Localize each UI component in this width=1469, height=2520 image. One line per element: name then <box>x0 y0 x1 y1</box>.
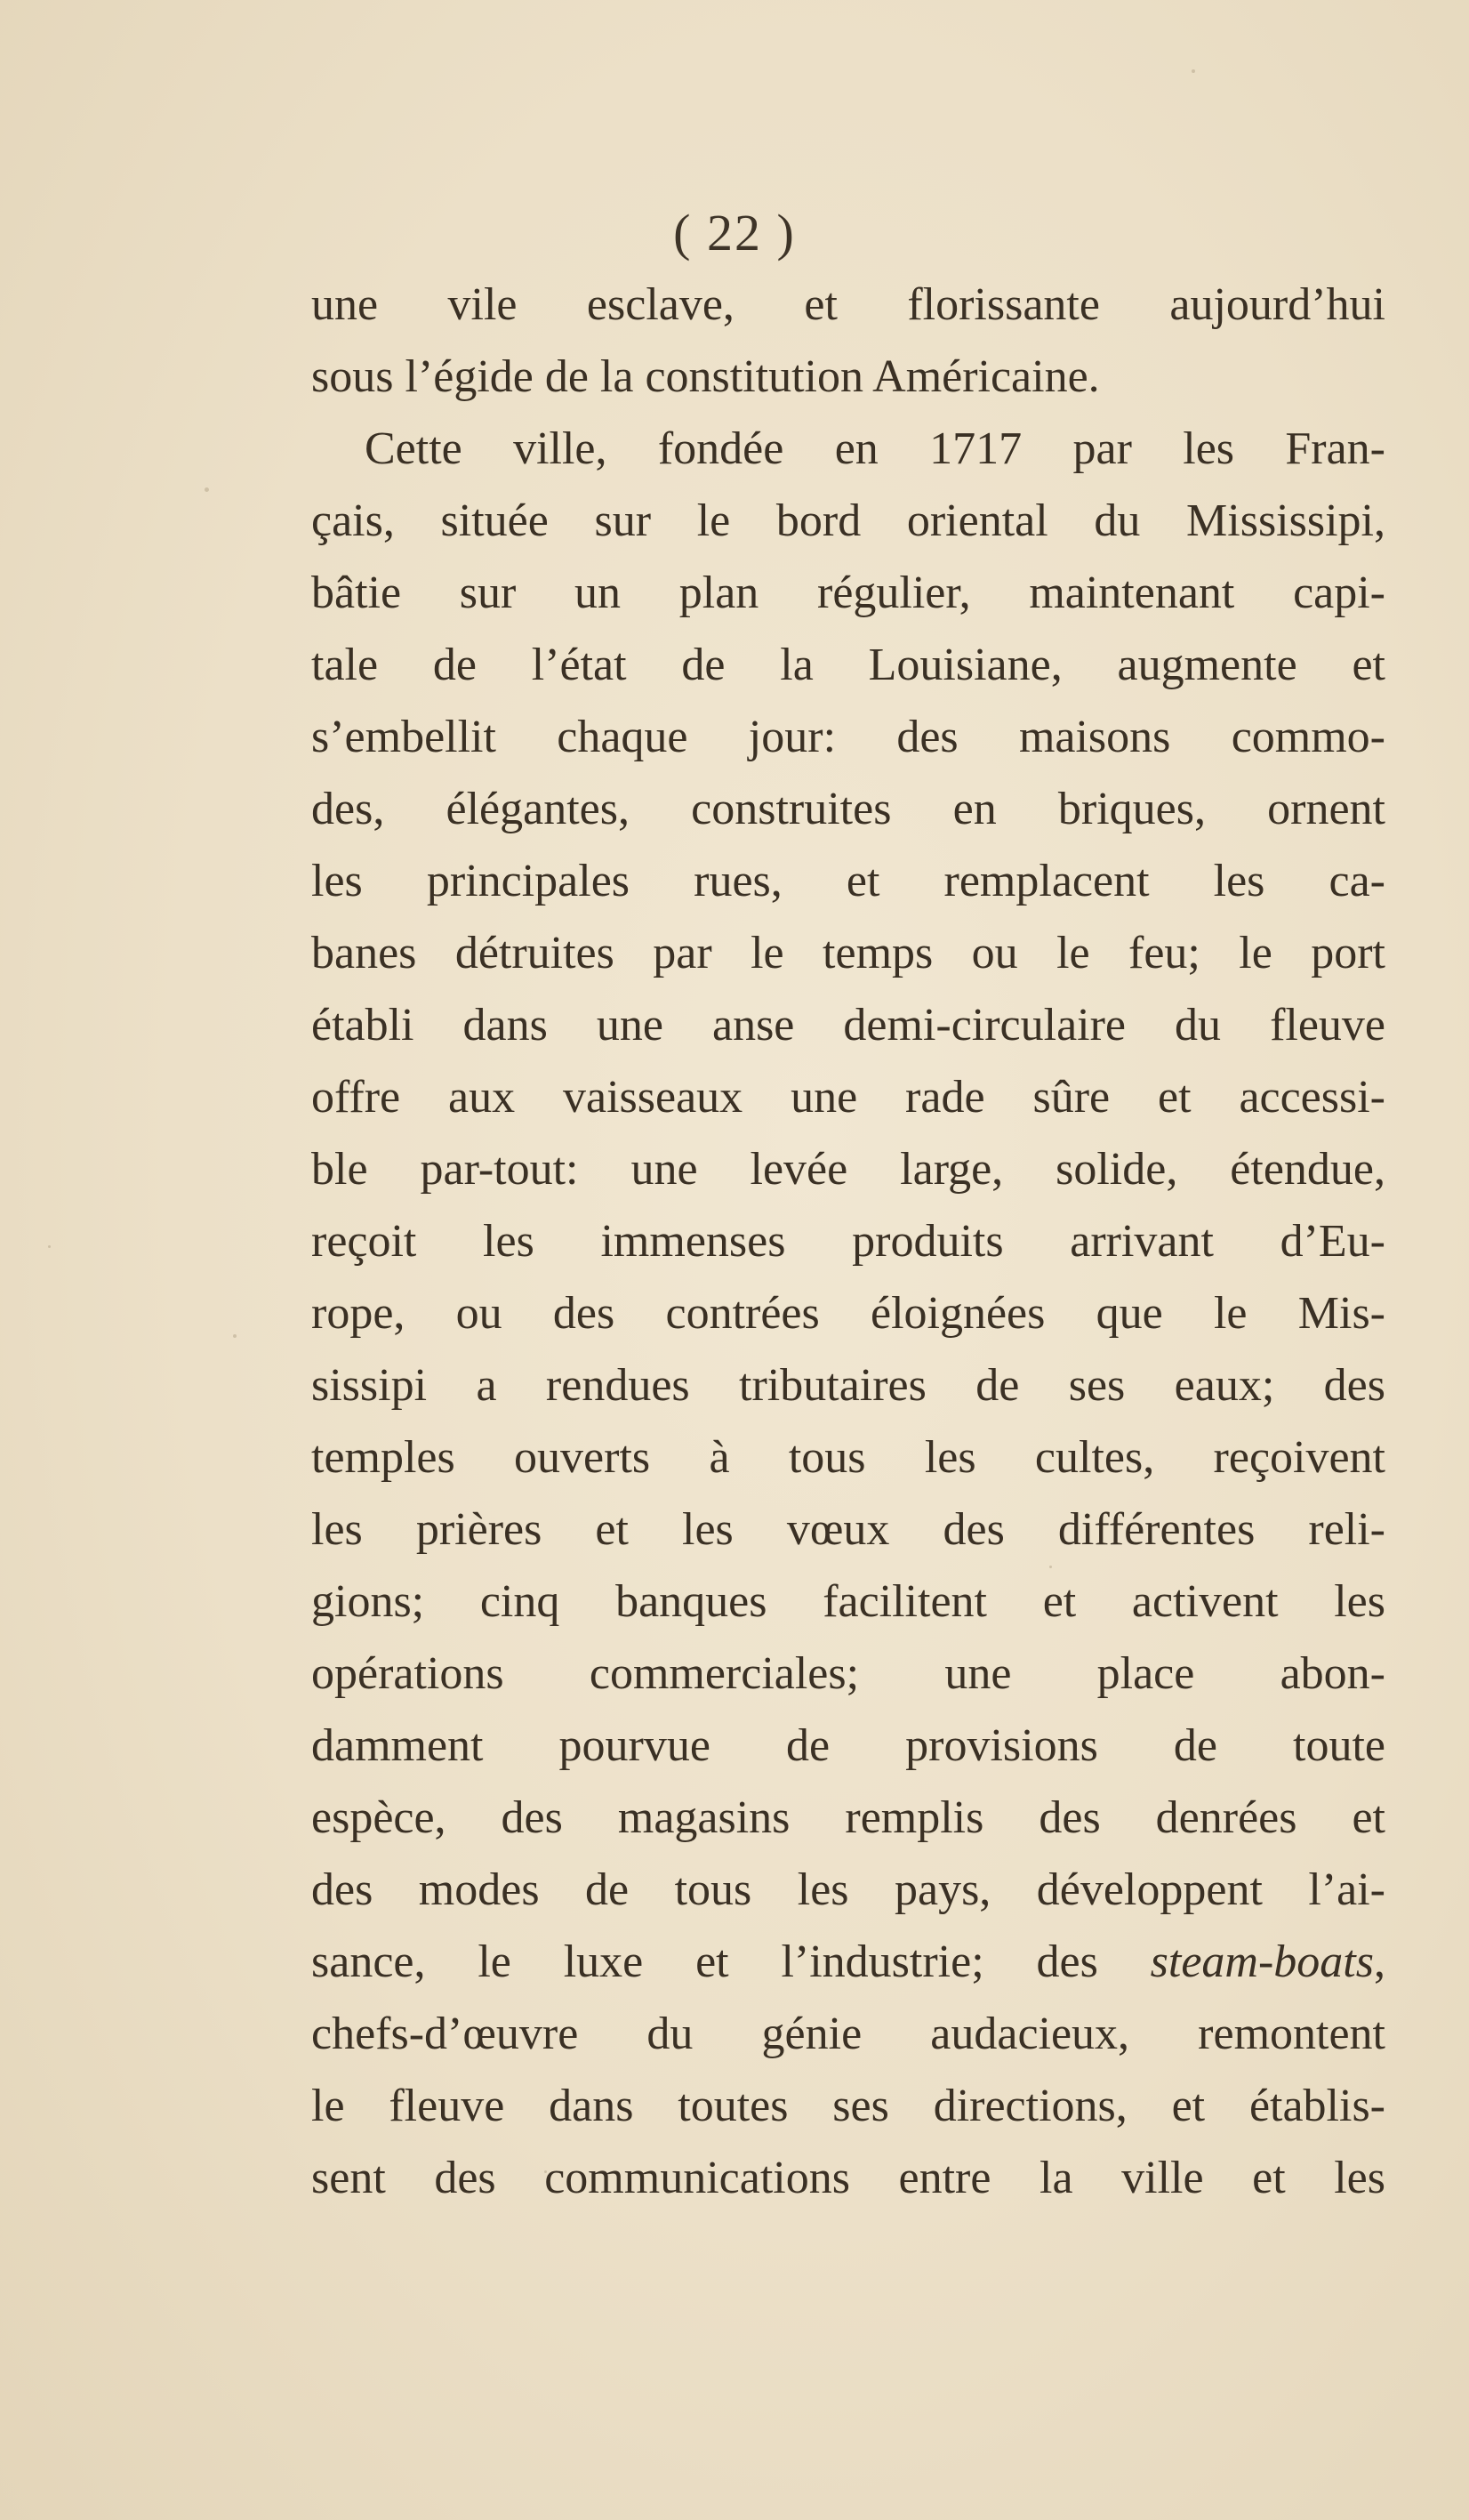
text-line: les prières et les vœux des différentes reli- <box>311 1504 1385 1555</box>
text-line: sent des communications entre la ville et les <box>311 2153 1385 2203</box>
text-line: établi dans une anse demi-circulaire du fleuve <box>311 1000 1385 1051</box>
text-line: offre aux vaisseaux une rade sûre et accessi- <box>311 1072 1385 1123</box>
text-line: les principales rues, et remplacent les ca- <box>311 856 1385 906</box>
text-line: gions; cinq banques facilitent et activent les <box>311 1576 1385 1627</box>
page-number: ( 22 ) <box>673 204 796 262</box>
text-line: s’embellit chaque jour: des maisons commo- <box>311 712 1385 762</box>
text-line: le fleuve dans toutes ses directions, et établis- <box>311 2081 1385 2131</box>
text-line: des, élégantes, construites en briques, ornent <box>311 784 1385 834</box>
text-line-with-italic <box>311 1926 1385 1998</box>
text-line: espèce, des magasins remplis des denrées et <box>311 1792 1385 1843</box>
text-segment: sance, le luxe et l’industrie; des <box>311 1936 1151 1987</box>
text-line: opérations commerciales; une place abon- <box>311 1648 1385 1699</box>
text-line: sissipi a rendues tributaires de ses eaux; des <box>311 1360 1385 1411</box>
paper-speck <box>48 1245 51 1248</box>
body-text <box>311 269 1385 2214</box>
text-line: chefs-d’œuvre du génie audacieux, remontent <box>311 2009 1385 2059</box>
text-line: reçoit les immenses produits arrivant d’Eu- <box>311 1216 1385 1267</box>
text-line: une vile esclave, et florissante aujourd’hui <box>311 279 1385 330</box>
text-line: banes détruites par le temps ou le feu; le port <box>311 928 1385 978</box>
paper-speck <box>1192 69 1195 73</box>
text-line: des modes de tous les pays, développent l’ai- <box>311 1864 1385 1915</box>
paper-speck <box>205 487 209 492</box>
text-line: sous l’égide de la constitution Américaine. <box>311 351 1100 402</box>
text-line: damment pourvue de provisions de toute <box>311 1720 1385 1771</box>
text-line: temples ouverts à tous les cultes, reçoivent <box>311 1432 1385 1483</box>
text-line: rope, ou des contrées éloignées que le Mis- <box>311 1288 1385 1339</box>
text-line: bâtie sur un plan régulier, maintenant capi- <box>311 568 1385 618</box>
text-line: çais, située sur le bord oriental du Mississipi, <box>311 495 1385 546</box>
text-line: Cette ville, fondée en 1717 par les Fran- <box>365 423 1385 474</box>
text-line: ble par-tout: une levée large, solide, étendue, <box>311 1144 1385 1195</box>
text-line: tale de l’état de la Louisiane, augmente et <box>311 640 1385 690</box>
paper-speck <box>233 1334 237 1338</box>
italic-term: steam-boats <box>1150 1936 1374 1987</box>
text-segment: , <box>1374 1936 1385 1987</box>
